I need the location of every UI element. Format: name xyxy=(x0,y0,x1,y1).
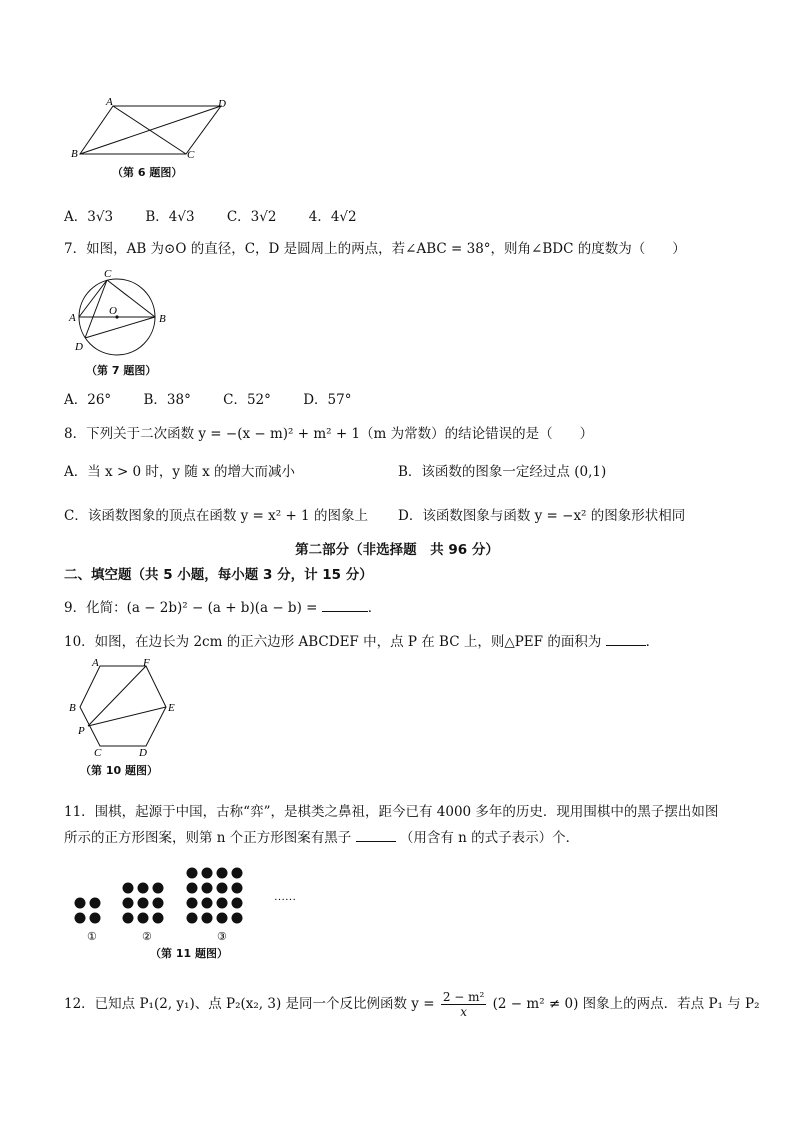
q6-option-b[interactable]: B．4√3 xyxy=(145,209,195,225)
q12-text-a: 12．已知点 P₁(2, y₁)、点 P₂(x₂, 3) 是同一个反比例函数 y = xyxy=(64,996,435,1012)
fig11-label-2: ② xyxy=(142,931,152,943)
q10-question xyxy=(64,630,659,650)
go-stone xyxy=(90,898,101,909)
fig6-caption: （第 6 题图） xyxy=(112,166,183,179)
fig10-caption: （第 10 题图） xyxy=(80,764,158,777)
q6-option-c[interactable]: C．3√2 xyxy=(226,209,277,225)
q8-option-b[interactable]: B．该函数的图象一定经过点 (0,1) xyxy=(398,464,607,480)
fig7-label-c: C xyxy=(104,268,112,280)
go-stone xyxy=(123,898,134,909)
q12-question xyxy=(64,990,760,1019)
q7-option-d[interactable]: D．57° xyxy=(303,392,352,408)
fig10-label-p: P xyxy=(78,725,85,737)
q9-answer-blank[interactable] xyxy=(322,599,368,612)
fig11-caption: （第 11 题图） xyxy=(150,947,228,960)
q7-option-c[interactable]: C．52° xyxy=(223,392,271,408)
q11-answer-blank[interactable] xyxy=(356,829,396,842)
go-stone xyxy=(187,913,198,924)
fig6-label-a: A xyxy=(106,96,113,108)
figure-11-go-stones xyxy=(72,856,332,944)
fig10-label-f: F xyxy=(143,657,150,669)
go-stone xyxy=(138,913,149,924)
go-stone xyxy=(202,898,213,909)
q9-question xyxy=(64,596,381,616)
figure-10-hexagon xyxy=(66,656,186,758)
go-stone xyxy=(187,883,198,894)
q8-option-d[interactable]: D．该函数图象与函数 y = −x² 的图象形状相同 xyxy=(398,508,686,524)
go-stone xyxy=(187,898,198,909)
segment-db xyxy=(85,317,155,338)
go-stone xyxy=(232,913,243,924)
go-stone xyxy=(217,868,228,879)
q8-option-a[interactable]: A．当 x > 0 时，y 随 x 的增大而减小 xyxy=(64,464,296,480)
segment-ca xyxy=(79,280,107,317)
q7-option-a[interactable]: A．26° xyxy=(64,392,112,408)
fig10-label-e: E xyxy=(168,702,175,714)
q9-text: 9．化简：(a − 2b)² − (a + b)(a − b) = xyxy=(64,600,318,616)
q7-option-b[interactable]: B．38° xyxy=(143,392,191,408)
q11-text-a: 所示的正方形图案，则第 n 个正方形图案有黑子 xyxy=(64,830,352,846)
go-stone xyxy=(153,883,164,894)
q12-fraction xyxy=(441,990,487,1019)
go-stone xyxy=(153,913,164,924)
q6-option-d[interactable]: 4．4√2 xyxy=(308,209,357,225)
q10-text: 10．如图，在边长为 2cm 的正六边形 ABCDEF 中，点 P 在 BC 上，则△PEF 的面积为 xyxy=(64,634,602,650)
go-stone xyxy=(202,913,213,924)
fig7-caption: （第 7 题图） xyxy=(86,364,157,377)
fig6-label-c: C xyxy=(187,149,195,161)
segment-cd xyxy=(85,280,107,338)
part2-title: 第二部分（非选择题 共 96 分） xyxy=(295,542,499,558)
q10-tail: ． xyxy=(645,634,660,650)
q12-numerator: 2 − m² xyxy=(442,990,485,1004)
q6-option-a[interactable]: A．3√3 xyxy=(64,209,114,225)
q11-line2 xyxy=(64,826,579,846)
fig11-label-3: ③ xyxy=(217,931,227,943)
fig11-ellipsis: …… xyxy=(274,891,296,903)
go-stone xyxy=(232,868,243,879)
stone-patterns xyxy=(75,868,243,924)
figure-6-parallelogram xyxy=(66,96,236,162)
q9-tail: ． xyxy=(367,600,382,616)
fig10-label-a: A xyxy=(92,657,99,669)
go-stone xyxy=(187,868,198,879)
hexagon-abcdef xyxy=(80,666,166,746)
go-stone xyxy=(153,898,164,909)
diagonal-bd xyxy=(80,106,221,154)
q8-option-c[interactable]: C．该函数图象的顶点在函数 y = x² + 1 的图象上 xyxy=(64,508,368,524)
q11-text-b: （用含有 n 的式子表示）个． xyxy=(399,830,580,846)
fig6-label-b: B xyxy=(71,148,78,160)
segment-pe xyxy=(88,707,166,726)
go-stone xyxy=(217,898,228,909)
q8-text: 8．下列关于二次函数 y = −(x − m)² + m² + 1（m 为常数）的结论错误的是（ ） xyxy=(64,426,594,442)
go-stone xyxy=(75,913,86,924)
fig10-label-b: B xyxy=(69,702,76,714)
fig7-label-d: D xyxy=(75,341,83,353)
q12-text-b: (2 − m² ≠ 0) 图象上的两点．若点 P₁ 与 P₂ xyxy=(492,996,760,1012)
go-stone xyxy=(217,883,228,894)
q11-line1: 11．围棋，起源于中国，古称“弈”，是棋类之鼻祖，距今已有 4000 多年的历史．现用围棋中的黑子摆出如图 xyxy=(64,804,719,820)
fig7-label-o: O xyxy=(109,305,117,317)
figure-7-circle xyxy=(66,266,176,358)
fig7-label-a: A xyxy=(69,312,76,324)
go-stone xyxy=(202,883,213,894)
fig10-label-d: D xyxy=(139,747,147,758)
fig10-label-c: C xyxy=(94,747,102,758)
go-stone xyxy=(202,868,213,879)
go-stone xyxy=(138,883,149,894)
go-stone xyxy=(232,898,243,909)
fig6-label-d: D xyxy=(218,98,226,110)
section-fill-in: 二、填空题（共 5 小题，每小题 3 分，计 15 分） xyxy=(64,567,373,583)
segment-pf xyxy=(88,666,146,726)
go-stone xyxy=(138,898,149,909)
q10-answer-blank[interactable] xyxy=(606,633,646,646)
q6-options xyxy=(64,205,385,225)
go-stone xyxy=(90,913,101,924)
go-stone xyxy=(217,913,228,924)
go-stone xyxy=(123,883,134,894)
go-stone xyxy=(123,913,134,924)
fig7-label-b: B xyxy=(159,313,166,325)
go-stone xyxy=(75,898,86,909)
q7-options xyxy=(64,388,379,408)
go-stone xyxy=(232,883,243,894)
fig11-label-1: ① xyxy=(87,931,97,943)
q12-denominator: x xyxy=(460,1005,467,1019)
q7-text: 7．如图，AB 为⊙O 的直径，C，D 是圆周上的两点，若∠ABC = 38°，则角∠BDC 的度数为（ ） xyxy=(64,241,686,257)
